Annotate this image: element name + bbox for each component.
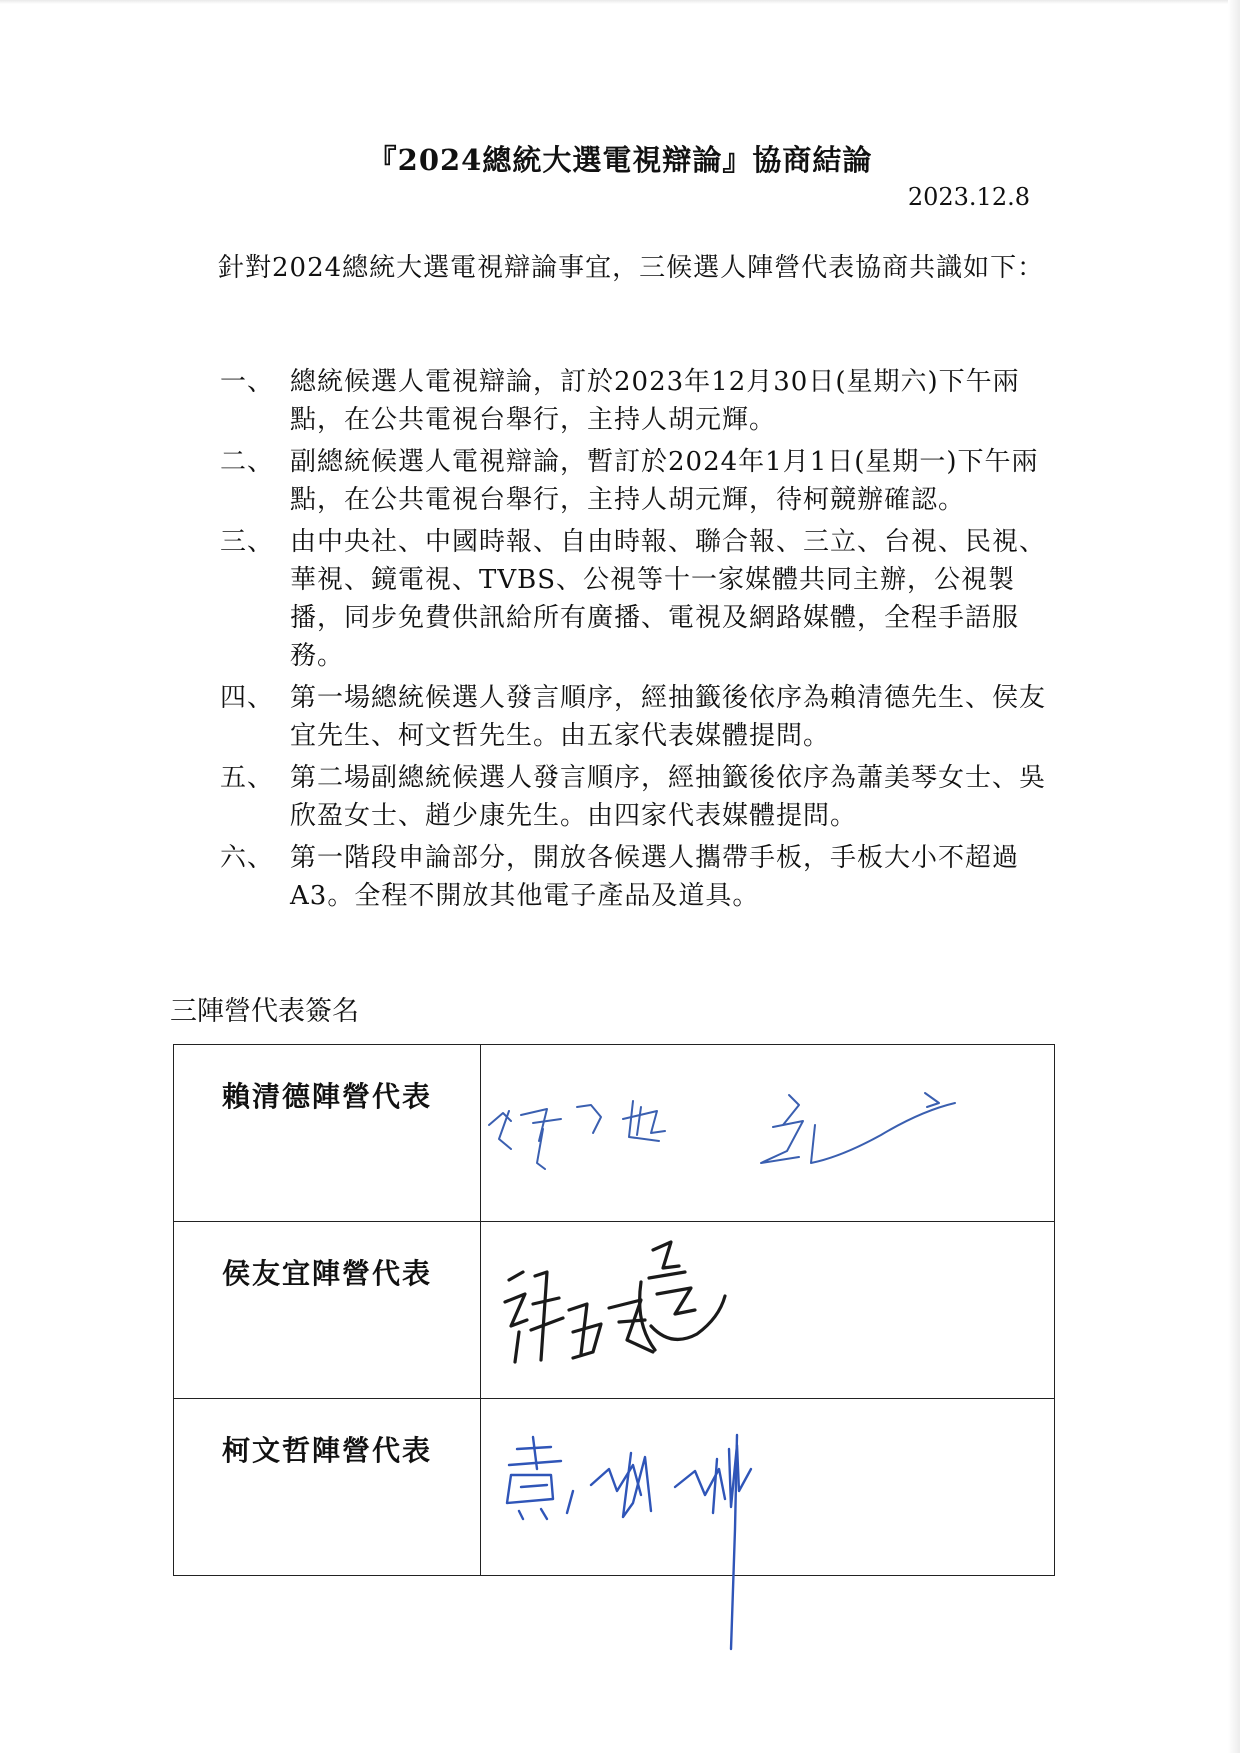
signature-heading: 三陣營代表簽名	[170, 996, 359, 1027]
role-label-ko: 柯文哲陣營代表	[221, 1434, 432, 1467]
role-cell	[174, 1045, 481, 1222]
role-label-lai: 賴清德陣營代表	[221, 1080, 432, 1113]
signature-table	[173, 1044, 1055, 1576]
document-date: 2023.12.8	[907, 183, 1030, 211]
scan-right-edge	[1228, 0, 1240, 1753]
role-label-hou: 侯友宜陣營代表	[221, 1257, 432, 1290]
agreement-item-2	[220, 443, 1055, 519]
agreement-item-4	[220, 679, 1055, 755]
item-text: 由中央社、中國時報、自由時報、聯合報、三立、台視、民視、華視、鏡電視、TVBS、公視等十一家媒體共同主辦，公視製播，同步免費供訊給所有廣播、電視及網路媒體，全程手語服務。	[290, 527, 1047, 671]
role-cell	[174, 1399, 481, 1576]
item-text: 總統候選人電視辯論，訂於2023年12月30日(星期六)下午兩點，在公共電視台舉行，主持人胡元輝。	[290, 367, 1020, 435]
signature-row-lai	[174, 1045, 1055, 1222]
item-text: 副總統候選人電視辯論，暫訂於2024年1月1日(星期一)下午兩點，在公共電視台舉行，主持人胡元輝，待柯競辦確認。	[290, 447, 1039, 515]
item-number: 二、	[220, 447, 275, 477]
signature-cell-ko[interactable]	[481, 1399, 1055, 1576]
item-text: 第一場總統候選人發言順序，經抽籤後依序為賴清德先生、侯友宜先生、柯文哲先生。由五家代表媒體提問。	[290, 683, 1047, 751]
agreement-list	[220, 363, 1055, 919]
signature-cell-hou[interactable]	[481, 1222, 1055, 1399]
signature-strokes	[507, 1435, 751, 1649]
handwritten-signature-ko	[481, 1399, 1057, 1575]
agreement-item-6	[220, 839, 1055, 915]
item-number: 一、	[220, 367, 275, 397]
signature-strokes	[489, 1093, 955, 1169]
agreement-item-3	[220, 523, 1055, 675]
role-cell	[174, 1222, 481, 1399]
item-number: 五、	[220, 763, 275, 793]
agreement-item-5	[220, 759, 1055, 835]
item-text: 第一階段申論部分，開放各候選人攜帶手板，手板大小不超過A3。全程不開放其他電子產品及道具。	[290, 843, 1020, 911]
intro-paragraph: 針對2024總統大選電視辯論事宜，三候選人陣營代表協商共識如下：	[218, 253, 1045, 283]
scan-top-edge	[0, 0, 1240, 4]
document-title: 『2024總統大選電視辯論』協商結論	[367, 143, 873, 177]
handwritten-signature-lai	[481, 1045, 1057, 1221]
item-number: 三、	[220, 527, 275, 557]
signature-cell-lai[interactable]	[481, 1045, 1055, 1222]
agreement-item-1	[220, 363, 1055, 439]
signature-row-hou	[174, 1222, 1055, 1399]
item-number: 六、	[220, 843, 275, 873]
signature-strokes	[505, 1242, 725, 1362]
item-text: 第二場副總統候選人發言順序，經抽籤後依序為蕭美琴女士、吳欣盈女士、趙少康先生。由四家代表媒體提問。	[290, 763, 1047, 831]
handwritten-signature-hou	[481, 1222, 1057, 1398]
signature-row-ko	[174, 1399, 1055, 1576]
item-number: 四、	[220, 683, 275, 713]
